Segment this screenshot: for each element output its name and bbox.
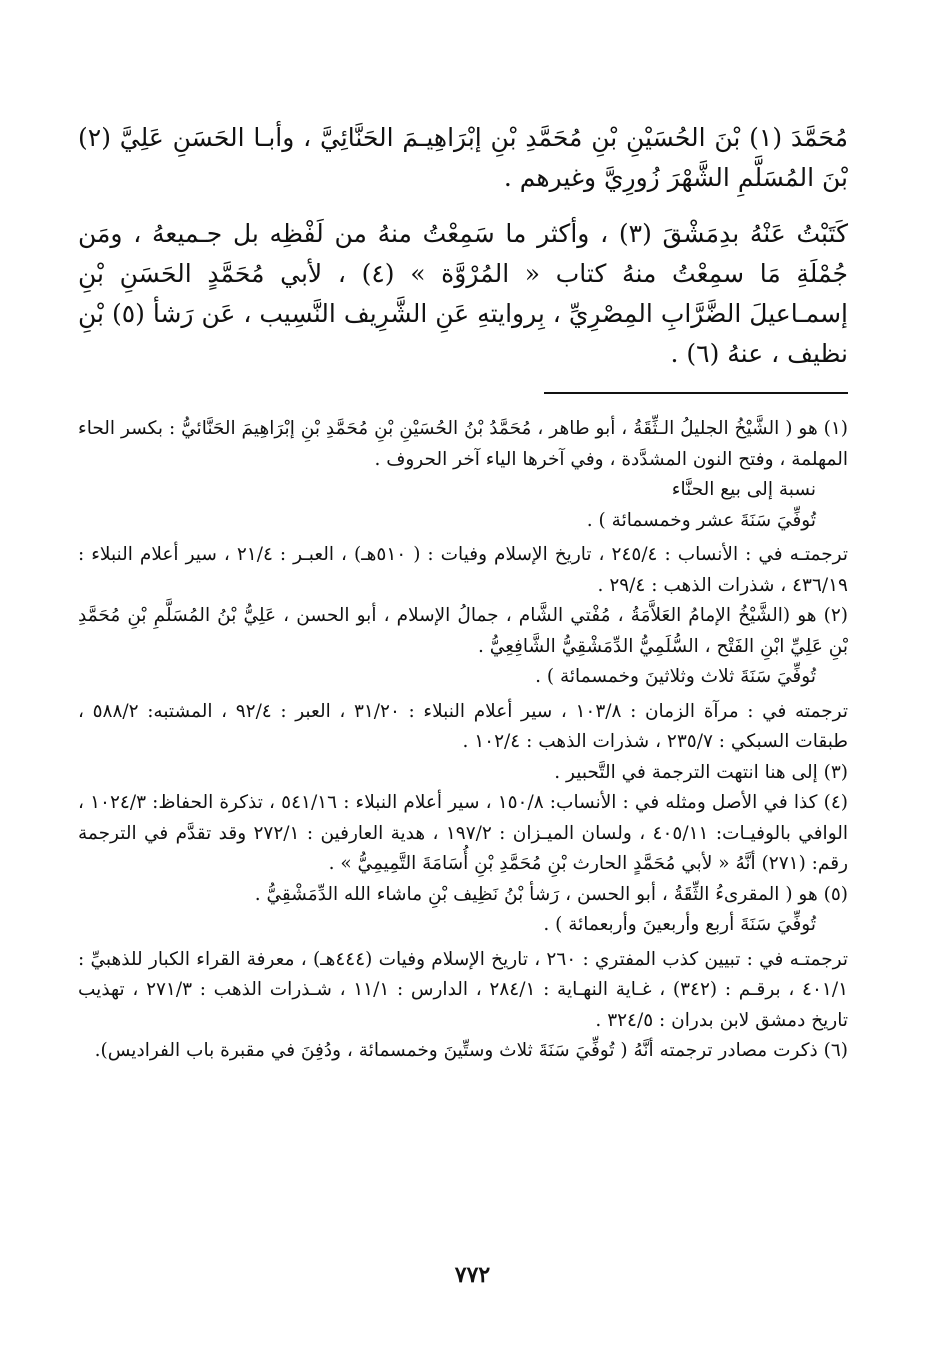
footnote-1-source: ترجمتـه في : الأنساب : ٢٤٥/٤ ، تاريخ الإسلام وفيات : ( ٥١٠هـ) ، العبـر : ٢١/٤ ، سير أعلام النبلاء : ٤٣٦/١٩ ، شذرات الذهب : ٢٩/٤ . <box>78 544 849 596</box>
footnote-divider <box>544 392 848 394</box>
footnote-5 <box>78 880 848 1037</box>
footnote-6-line-1: (٦) ذكرت مصادر ترجمته أنَّهُ ( تُوفِّيَ سَنَةَ ثلاث وستِّينَ وخمسمائة ، ودُفِنَ في مقبرة باب الفراديس). <box>94 1040 848 1061</box>
page-number: ٧٧٢ <box>454 1262 491 1288</box>
footnote-5-line-1: (٥) هو ( المقرىءُ الثِّقَةُ ، أبو الحسن ، رَشأ بْنُ نَظِيف بْنِ ماشاء الله الدِّمَشْقِيُّ . <box>254 883 848 905</box>
footnote-2-line-2: تُوفِّيَ سَنَةَ ثلاث وثلاثينَ وخمسمائة ) . <box>535 666 816 687</box>
footnote-4-line-1: (٤) كذا في الأصل ومثله في : الأنساب: ١٥٠/٨ ، سير أعلام النبلاء : ٥٤١/١٦ ، تذكرة الحفاظ: ١٠٢٤/٣ ، الوافي بالوفيـات: ٤٠٥/١١ ، ولسان الميـزان : ١٩٧/٢ ، هدية العارفين : ٢٧٢/١ وقد تقدَّم في الترجمة رقم: (٢٧١) أنَّهُ « لأبي مُحَمَّدٍ الحارث بْنِ مُحَمَّدِ بْنِ أُسَامَةَ التَّمِيمِيُّ » . <box>78 792 849 874</box>
main-text <box>78 118 848 374</box>
footnote-1 <box>78 414 848 601</box>
footnote-2 <box>78 601 848 758</box>
footnote-5-line-2: تُوفِّيَ سَنَةَ أربع وأربعينَ وأربعمائة ) . <box>543 914 816 935</box>
footnote-6 <box>78 1036 848 1067</box>
footnote-3 <box>78 758 848 789</box>
footnotes <box>78 414 848 1067</box>
paragraph-1: مُحَمَّدَ (١) بْنَ الحُسَيْنِ بْنِ مُحَمَّدِ بْنِ إبْرَاهِيـمَ الحَنَّائِيَّ ، وأبـا الحَسَنِ عَلِيَّ (٢) بْنَ المُسَلَّمِ الشَّهْرَ زُورِيَّ وغيرهم . <box>78 123 848 192</box>
footnote-1-line-1: (١) هو ( الشَّيْخُ الجليلُ الـثِّقَةُ ، أبو طاهر ، مُحَمَّدُ بْنُ الحُسَيْنِ بْنِ مُحَمَّدِ بْنِ إبْرَاهِيمَ الحَنَّائيُّ : بكسر الحاء المهلمة ، وفتح النون المشدَّدة ، وفي آخرها الياء آخر الحروف . <box>78 418 848 470</box>
footnote-4 <box>78 788 848 880</box>
paragraph-2: كَتَبْتُ عَنْهُ بدِمَشْقَ (٣) ، وأكثر ما سَمِعْتُ منهُ من لَفْظِه بل جـميعهُ ، ومَن جُمْلَةِ مَا سمِعْتُ منهُ كتاب « المُرْوَّة » (٤) ، لأبي مُحَمَّدٍ الحَسَنِ بْنِ إسمـاعيلَ الضَّرَّابِ المِصْرِيِّ ، بِروايتهِ عَنِ الشَّرِيف النَّسِيب ، عَن رَشأ (٥) بْنِ نظيف ، عنهُ (٦) . <box>78 219 848 368</box>
footnote-2-source: ترجمته في : مرآة الزمان : ١٠٣/٨ ، سير أعلام النبلاء : ٣١/٢٠ ، العبر : ٩٢/٤ ، المشتبه: ٥٨٨/٢ ، طبقات السبكي : ٢٣٥/٧ ، شذرات الذهب : ١٠٢/٤ . <box>78 700 848 752</box>
footnote-5-source: ترجمتـه في : تبيين كذب المفتري : ٢٦٠ ، تاريخ الإسلام وفيات (٤٤٤هـ) ، معرفة القراء الكبار للذهبيِّ : ٤٠١/١ ، برقـم : (٣٤٢) ، غـاية النهـاية : ٢٨٤/١ ، الدارس : ١١/١ ، شـذرات الذهب : ٢٧١/٣ ، تهذيب تاريخ دمشق لابن بدران : ٣٢٤/٥ . <box>78 948 849 1031</box>
footnote-3-line-1: (٣) إلى هنا انتهت الترجمة في التَّحبير . <box>554 761 848 783</box>
footnote-1-line-2: نسبة إلى بيع الحنَّاء <box>671 479 816 500</box>
footnote-2-line-1: (٢) هو (الشَّيْخُ الإمامُ العَلاَّمَةُ ، مُفْتي الشَّام ، جمالُ الإسلام ، أبو الحسن ، عَلِيُّ بْنُ المُسَلَّمِ بْنِ مُحَمَّدِ بْنِ عَلِيِّ ابْنِ الفَتْح ، السُّلَمِيُّ الدِّمَشْقِيُّ الشَّافِعِيُّ . <box>78 605 848 657</box>
footnote-1-line-3: تُوفِّيَ سَنَةَ عشر وخمسمائة ) . <box>586 509 816 531</box>
page <box>78 118 848 1067</box>
